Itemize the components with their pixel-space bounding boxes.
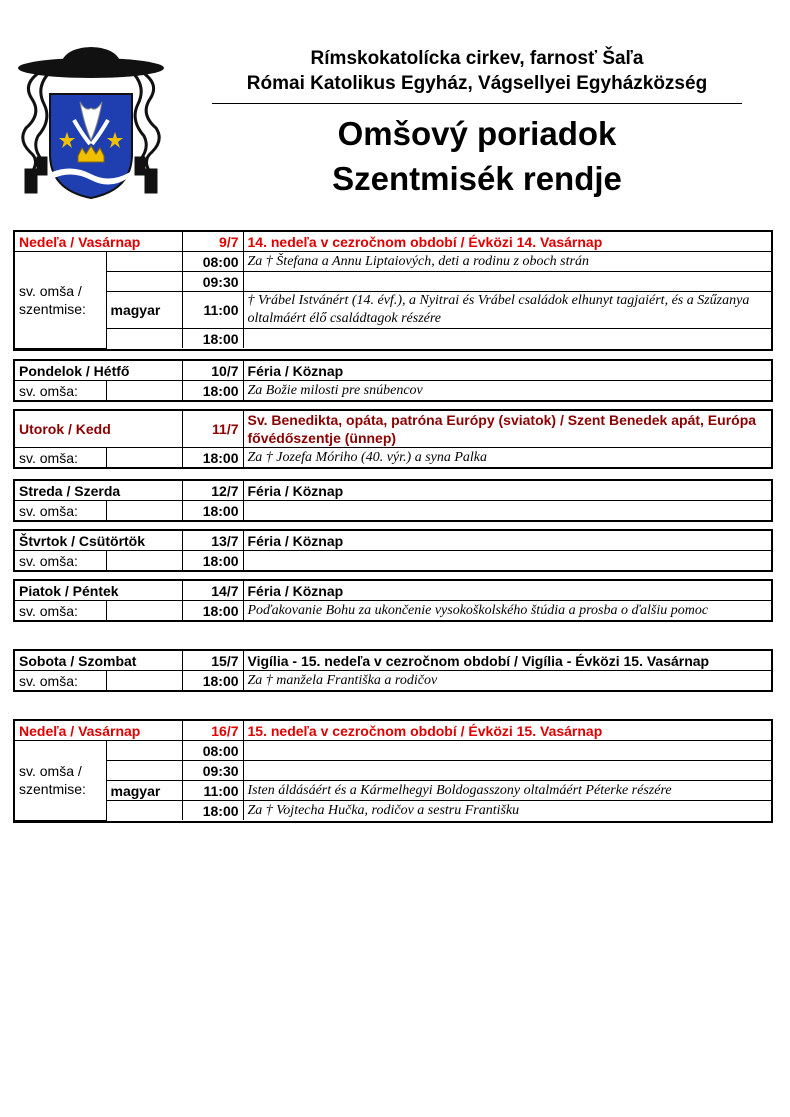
mass-time: 09:30	[182, 761, 243, 781]
day-name: Nedeľa / Vasárnap	[15, 721, 182, 741]
day-name: Pondelok / Hétfő	[15, 361, 182, 381]
feast-name: Féria / Köznap	[243, 481, 771, 501]
day-date: 15/7	[182, 651, 243, 671]
day-date: 12/7	[182, 481, 243, 501]
mass-row	[15, 272, 771, 292]
day-date: 14/7	[182, 581, 243, 601]
mass-label: sv. omša:	[15, 381, 106, 401]
day-block-thursday-13-7	[13, 529, 773, 572]
mass-language: magyar	[106, 292, 182, 329]
page-title-hungarian: Szentmisék rendje	[332, 160, 622, 197]
mass-time: 11:00	[182, 292, 243, 329]
feast-name: Sv. Benedikta, opáta, patróna Európy (sviatok) / Szent Benedek apát, Európa fővédőszentje (ünnep)	[243, 411, 771, 448]
mass-time: 18:00	[182, 448, 243, 468]
mass-label: sv. omša:	[15, 448, 106, 468]
mass-language	[106, 741, 182, 761]
feast-name: Féria / Köznap	[243, 361, 771, 381]
mass-intention: Za † manžela Františka a rodičov	[243, 671, 771, 691]
mass-intention	[243, 501, 771, 521]
mass-row	[15, 671, 771, 691]
day-block-tuesday-11-7	[13, 409, 773, 469]
parish-name-hungarian: Római Katolikus Egyház, Vágsellyei Egyházközség	[246, 73, 708, 94]
tassels-left-icon	[23, 72, 48, 192]
mass-intention: Poďakovanie Bohu za ukončenie vysokoškolského štúdia a prosba o ďalšiu pomoc	[243, 601, 771, 621]
mass-time: 18:00	[182, 551, 243, 571]
mass-time: 18:00	[182, 671, 243, 691]
feast-name: Vigília - 15. nedeľa v cezročnom období / Vigília - Évközi 15. Vasárnap	[243, 651, 771, 671]
mass-label: sv. omša:	[15, 501, 106, 521]
mass-language	[106, 252, 182, 272]
mass-language: magyar	[106, 781, 182, 801]
day-name: Štvrtok / Csütörtök	[15, 531, 182, 551]
mass-label: sv. omša:	[15, 601, 106, 621]
day-block-sunday-9-7	[13, 230, 773, 351]
mass-language	[106, 551, 182, 571]
mass-row	[15, 781, 771, 801]
mass-language	[106, 381, 182, 401]
day-date: 13/7	[182, 531, 243, 551]
mass-intention	[243, 272, 771, 292]
tassels-right-icon	[134, 72, 159, 192]
mass-time: 18:00	[182, 329, 243, 349]
mass-intention: Za † Jozefa Móriho (40. výr.) a syna Palka	[243, 448, 771, 468]
mass-time: 08:00	[182, 252, 243, 272]
parish-name-slovak: Rímskokatolícka cirkev, farnosť Šaľa	[310, 48, 644, 69]
day-block-sunday-16-7	[13, 719, 773, 823]
mass-time: 18:00	[182, 381, 243, 401]
day-header-row	[15, 721, 771, 741]
day-name: Nedeľa / Vasárnap	[15, 232, 182, 252]
mass-row	[15, 551, 771, 571]
feast-name: Féria / Köznap	[243, 581, 771, 601]
mass-language	[106, 671, 182, 691]
day-name: Sobota / Szombat	[15, 651, 182, 671]
mass-row	[15, 329, 771, 349]
mass-language	[106, 601, 182, 621]
mass-label: sv. omša:	[15, 671, 106, 691]
mass-time: 11:00	[182, 781, 243, 801]
mass-label: sv. omša / szentmise:	[15, 252, 106, 349]
day-block-friday-14-7	[13, 579, 773, 622]
mass-time: 08:00	[182, 741, 243, 761]
mass-language	[106, 801, 182, 821]
mass-row	[15, 761, 771, 781]
day-header-row	[15, 651, 771, 671]
day-date: 10/7	[182, 361, 243, 381]
mass-row	[15, 448, 771, 468]
feast-name: 15. nedeľa v cezročnom období / Évközi 15. Vasárnap	[243, 721, 771, 741]
day-header-row	[15, 531, 771, 551]
page-title-slovak: Omšový poriadok	[337, 115, 617, 152]
day-header-row	[15, 481, 771, 501]
header-divider	[212, 103, 742, 104]
mass-intention	[243, 551, 771, 571]
day-name: Utorok / Kedd	[15, 411, 182, 448]
feast-name: Féria / Köznap	[243, 531, 771, 551]
mass-language	[106, 501, 182, 521]
day-date: 9/7	[182, 232, 243, 252]
day-date: 11/7	[182, 411, 243, 448]
mass-row	[15, 741, 771, 761]
parish-coat-of-arms	[12, 44, 170, 200]
day-header-row	[15, 411, 771, 448]
mass-intention: Za † Vojtecha Hučka, rodičov a sestru Františku	[243, 801, 771, 821]
mass-label: sv. omša:	[15, 551, 106, 571]
mass-row	[15, 801, 771, 821]
mass-row	[15, 381, 771, 401]
mass-intention	[243, 329, 771, 349]
mass-language	[106, 761, 182, 781]
mass-time: 18:00	[182, 501, 243, 521]
mass-time: 18:00	[182, 801, 243, 821]
day-header-row	[15, 361, 771, 381]
mass-time: 18:00	[182, 601, 243, 621]
day-block-monday-10-7	[13, 359, 773, 402]
mass-row	[15, 501, 771, 521]
feast-name: 14. nedeľa v cezročnom období / Évközi 14. Vasárnap	[243, 232, 771, 252]
mass-label: sv. omša / szentmise:	[15, 741, 106, 821]
mass-language	[106, 272, 182, 292]
day-header-row	[15, 581, 771, 601]
day-block-saturday-15-7	[13, 649, 773, 692]
mass-intention: Za † Štefana a Annu Liptaiových, deti a rodinu z oboch strán	[243, 252, 771, 272]
mass-language	[106, 448, 182, 468]
mass-intention	[243, 761, 771, 781]
shield-icon	[50, 94, 132, 198]
day-name: Piatok / Péntek	[15, 581, 182, 601]
mass-time: 09:30	[182, 272, 243, 292]
mass-intention: † Vrábel Istvánért (14. évf.), a Nyitrai és Vrábel családok elhunyt tagjaiért, és a Szűzanya oltalmáért élő családtagok részére	[243, 292, 771, 329]
day-header-row	[15, 232, 771, 252]
mass-row	[15, 292, 771, 329]
day-block-wednesday-12-7	[13, 479, 773, 522]
mass-intention: Isten áldásáért és a Kármelhegyi Boldogasszony oltalmáért Péterke részére	[243, 781, 771, 801]
mass-row	[15, 601, 771, 621]
mass-language	[106, 329, 182, 349]
mass-intention	[243, 741, 771, 761]
day-date: 16/7	[182, 721, 243, 741]
day-name: Streda / Szerda	[15, 481, 182, 501]
mass-intention: Za Božie milosti pre snúbencov	[243, 381, 771, 401]
mass-row	[15, 252, 771, 272]
